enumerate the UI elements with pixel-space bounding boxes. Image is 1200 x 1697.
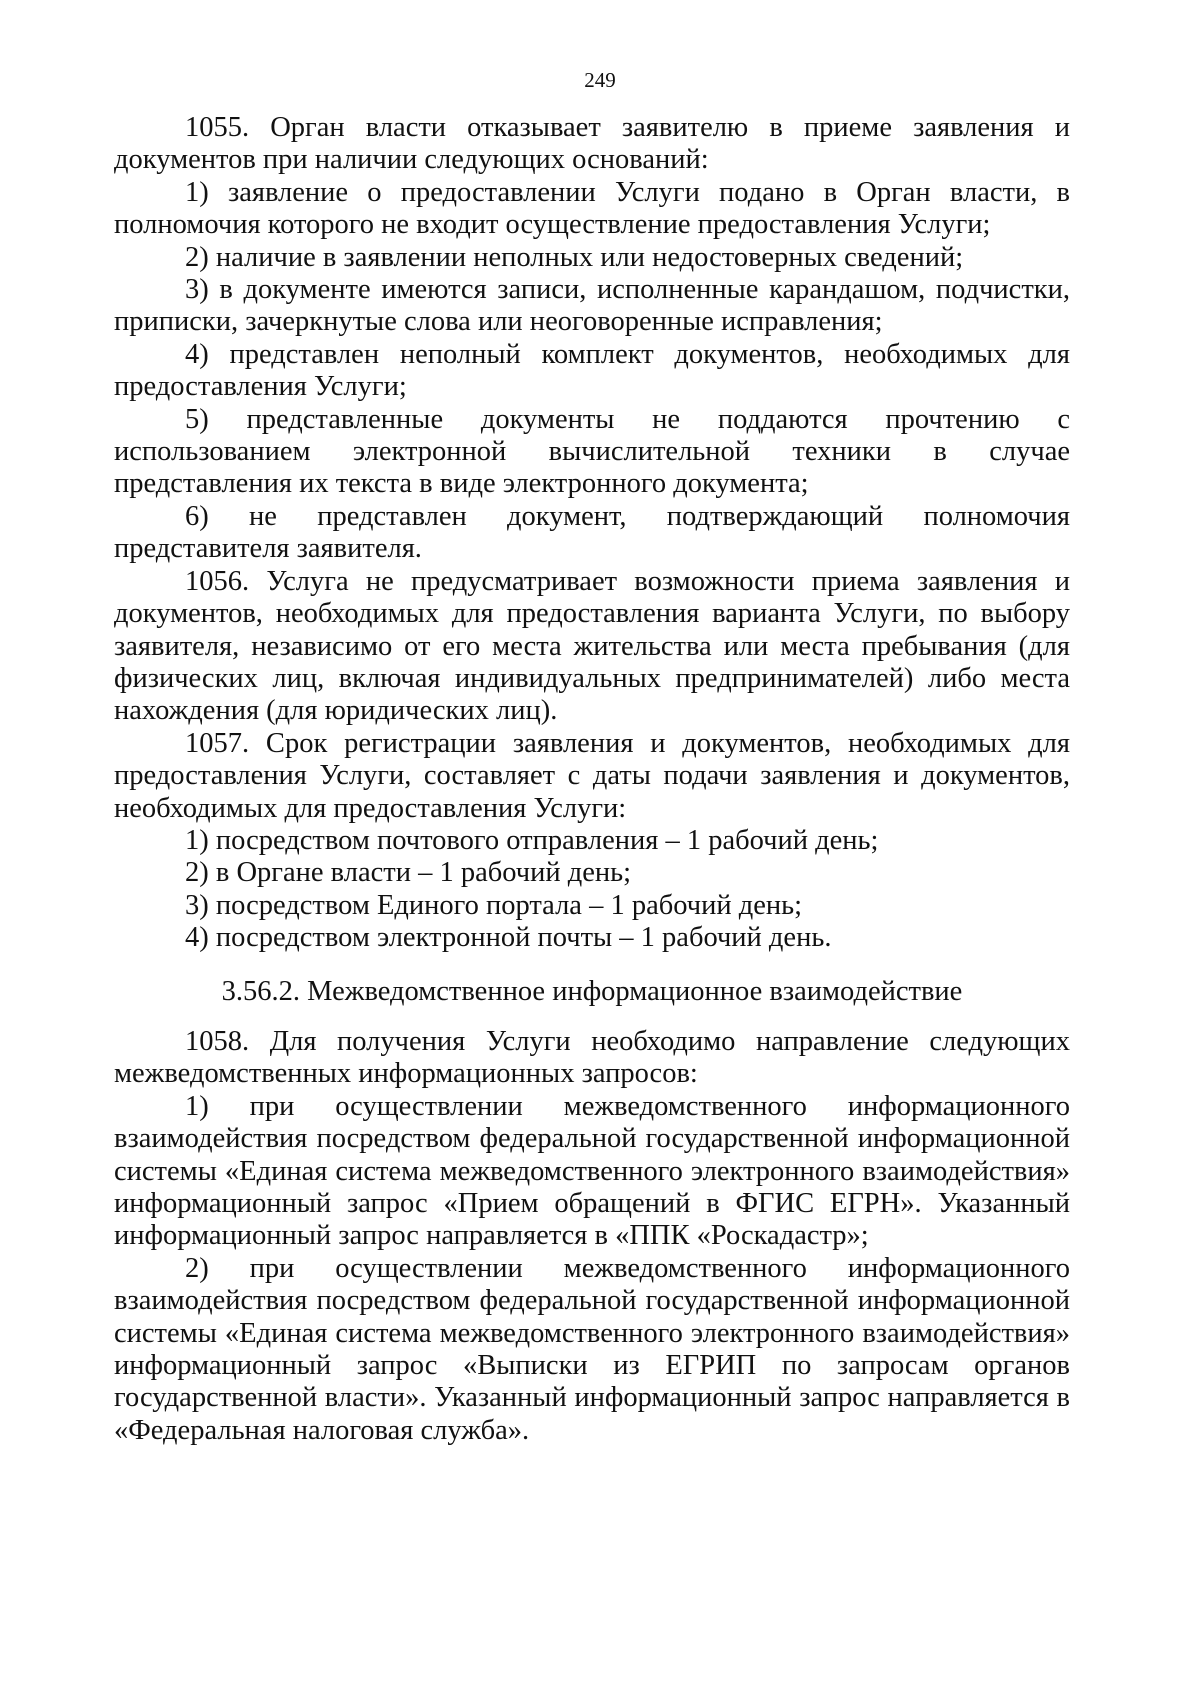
- list-item-1058-1: 1) при осуществлении межведомственного информационного взаимодействия посредством федеральной государственной информационной системы «Единая система межведомственного электронного взаимодействия» информационный запрос «Прием обращений в ФГИС ЕГРН». Указанный информационный запрос направляется в «ППК «Роскадастр»;: [114, 1090, 1070, 1252]
- list-item-1055-6: 6) не представлен документ, подтверждающий полномочия представителя заявителя.: [114, 500, 1070, 565]
- section-heading: 3.56.2. Межведомственное информационное взаимодействие: [221, 975, 963, 1007]
- list-item-1057-3: 3) посредством Единого портала – 1 рабочий день;: [185, 889, 803, 921]
- paragraph-1055: 1055. Орган власти отказывает заявителю в приеме заявления и документов при наличии следующих оснований:: [114, 112, 1070, 176]
- list-item-1055-2: 2) наличие в заявлении неполных или недостоверных сведений;: [185, 241, 964, 273]
- paragraph-1056: 1056. Услуга не предусматривает возможности приема заявления и документов, необходимых для предоставления варианта Услуги, по выбору заявителя, независимо от его места жительства или места пребывания (для физических лиц, включая индивидуальных предпринимателей) либо места нахождения (для юридических лиц).: [114, 565, 1070, 727]
- list-item-1057-1: 1) посредством почтового отправления – 1 рабочий день;: [185, 824, 879, 856]
- list-item-1055-1: 1) заявление о предоставлении Услуги подано в Орган власти, в полномочия которого не входит осуществление предоставления Услуги;: [114, 176, 1070, 241]
- document-body: [114, 112, 1070, 1447]
- list-item-1058-2: 2) при осуществлении межведомственного информационного взаимодействия посредством федеральной государственной информационной системы «Единая система межведомственного электронного взаимодействия» информационный запрос «Выписки из ЕГРИП по запросам органов государственной власти». Указанный информационный запрос направляется в «Федеральная налоговая служба».: [114, 1252, 1070, 1446]
- page-number: 249: [584, 68, 616, 92]
- list-item-1055-5: 5) представленные документы не поддаются прочтению с использованием электронной вычислительной техники в случае представления их текста в виде электронного документа;: [114, 403, 1070, 500]
- paragraph-1057: 1057. Срок регистрации заявления и документов, необходимых для предоставления Услуги, составляет с даты подачи заявления и документов, необходимых для предоставления Услуги:: [114, 727, 1070, 824]
- paragraph-1058: 1058. Для получения Услуги необходимо направление следующих межведомственных информационных запросов:: [114, 1025, 1070, 1090]
- list-item-1057-2: 2) в Органе власти – 1 рабочий день;: [185, 857, 632, 889]
- list-item-1055-3: 3) в документе имеются записи, исполненные карандашом, подчистки, приписки, зачеркнутые слова или неоговоренные исправления;: [114, 274, 1070, 338]
- list-item-1055-4: 4) представлен неполный комплект документов, необходимых для предоставления Услуги;: [114, 338, 1070, 403]
- list-item-1057-4: 4) посредством электронной почты – 1 рабочий день.: [185, 922, 832, 954]
